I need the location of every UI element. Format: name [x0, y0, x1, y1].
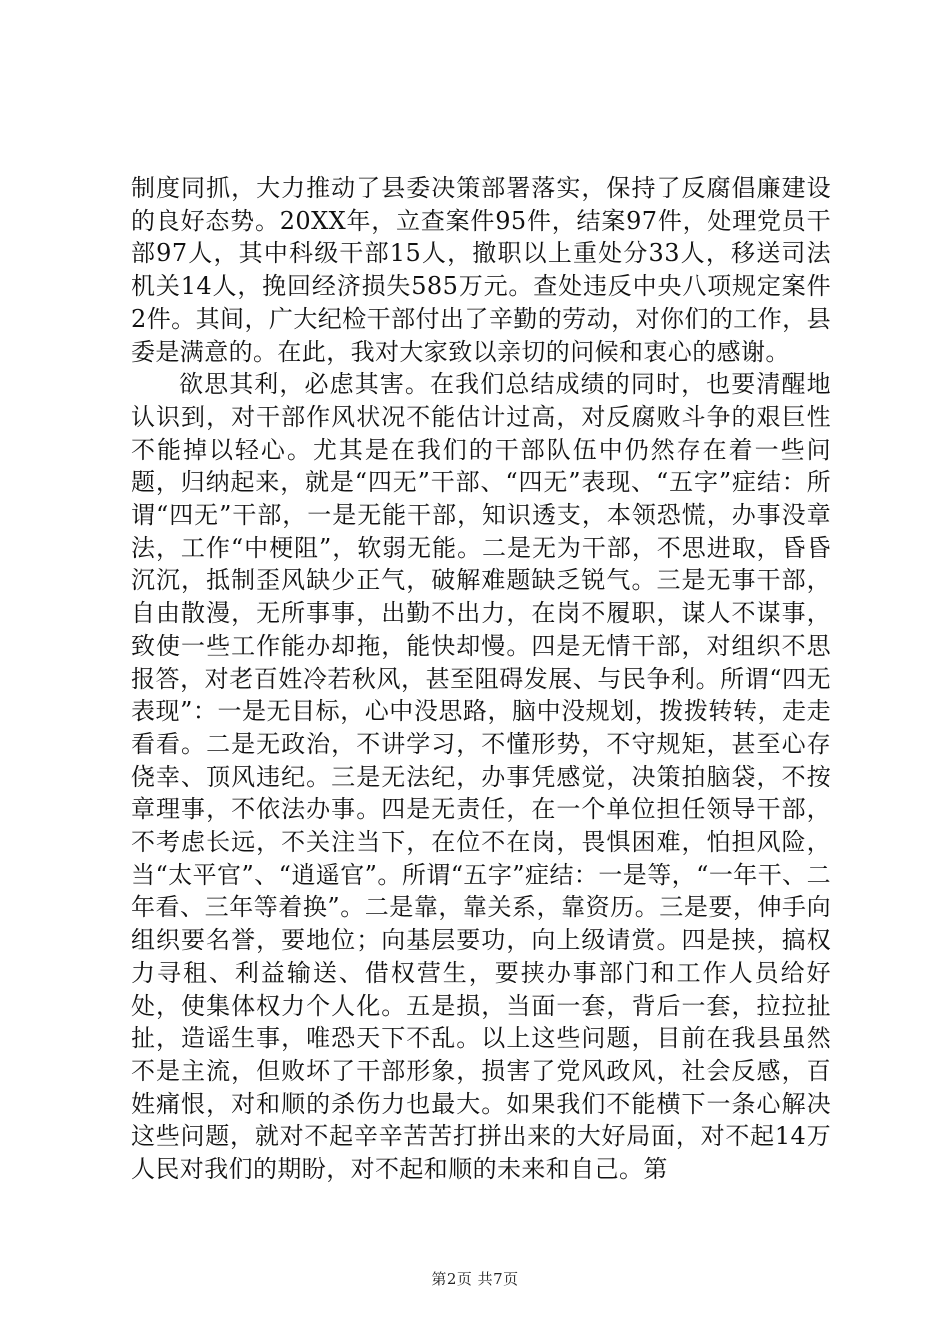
document-body — [131, 172, 831, 1186]
paragraph-continuation: 制度同抓，大力推动了县委决策部署落实，保持了反腐倡廉建设的良好态势。20XX年，立查案件95件，结案97件，处理党员干部97人，其中科级干部15人，撤职以上重处分33人，移送司法机关14人，挽回经济损失585万元。查处违反中央八项规定案件2件。其间，广大纪检干部付出了辛勤的劳动，对你们的工作，县委是满意的。在此，我对大家致以亲切的问候和衷心的感谢。 — [131, 174, 831, 366]
paragraph-problems: 欲思其利，必虑其害。在我们总结成绩的同时，也要清醒地认识到，对干部作风状况不能估计过高，对反腐败斗争的艰巨性不能掉以轻心。尤其是在我们的干部队伍中仍然存在着一些问题，归纳起来，就是“四无”干部、“四无”表现、“五字”症结：所谓“四无”干部，一是无能干部，知识透支，本领恐慌，办事没章法，工作“中梗阻”，软弱无能。二是无为干部，不思进取，昏昏沉沉，抵制歪风缺少正气，破解难题缺乏锐气。三是无事干部，自由散漫，无所事事，出勤不出力，在岗不履职，谋人不谋事，致使一些工作能办却拖，能快却慢。四是无情干部，对组织不思报答，对老百姓冷若秋风，甚至阻碍发展、与民争利。所谓“四无表现”：一是无目标，心中没思路，脑中没规划，拨拨转转，走走看看。二是无政治，不讲学习，不懂形势，不守规矩，甚至心存侥幸、顶风违纪。三是无法纪，办事凭感觉，决策拍脑袋，不按章理事，不依法办事。四是无责任，在一个单位担任领导干部，不考虑长远，不关注当下，在位不在岗，畏惧困难，怕担风险，当“太平官”、“逍遥官”。所谓“五字”症结：一是等，“一年干、二年看、三年等着换”。二是靠，靠关系，靠资历。三是要，伸手向组织要名誉，要地位；向基层要功，向上级请赏。四是挟，搞权力寻租、利益输送、借权营生，要挟办事部门和工作人员给好处，使集体权力个人化。五是损，当面一套，背后一套，拉拉扯扯，造谣生事，唯恐天下不乱。以上这些问题，目前在我县虽然不是主流，但败坏了干部形象，损害了党风政风，社会反感，百姓痛恨，对和顺的杀伤力也最大。如果我们不能横下一条心解决这些问题，就对不起辛辛苦苦打拼出来的大好局面，对不起14万人民对我们的期盼，对不起和顺的未来和自己。第 — [131, 370, 831, 1184]
page-footer: 第2页 共7页 — [431, 1270, 519, 1288]
